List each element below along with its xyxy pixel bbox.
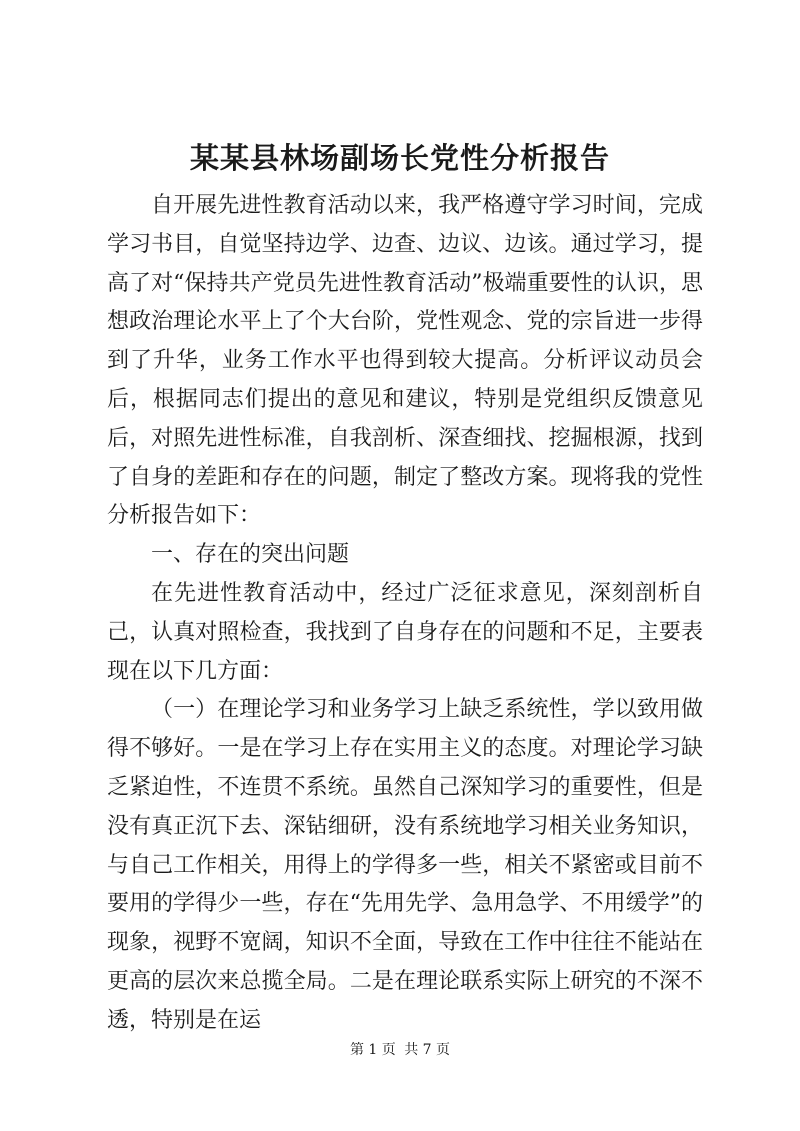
paragraph-intro: 自开展先进性教育活动以来，我严格遵守学习时间，完成学习书目，自觉坚持边学、边查、边议、边该。通过学习，提高了对“保持共产党员先进性教育活动”极端重要性的认识，思想政治理论水平上了个大台阶，党性观念、党的宗旨进一步得到了升华，业务工作水平也得到较大提高。分析评议动员会后，根据同志们提出的意见和建议，特别是党组织反馈意见后，对照先进性标准，自我剖析、深查细找、挖掘根源，找到了自身的差距和存在的问题，制定了整改方案。现将我的党性分析报告如下： [107,193,703,529]
paragraph-issue-one: （一）在理论学习和业务学习上缺乏系统性，学以致用做得不够好。一是在学习上存在实用主义的态度。对理论学习缺乏紧迫性，不连贯不系统。虽然自己深知学习的重要性，但是没有真正沉下去、深钻细研，没有系统地学习相关业务知识，与自己工作相关，用得上的学得多一些，相关不紧密或目前不要用的学得少一些，存在“先用先学、急用急学、不用缓学”的现象，视野不宽阔，知识不全面，导致在工作中往往不能站在更高的层次来总揽全局。二是在理论联系实际上研究的不深不透，特别是在运 [107,697,703,1033]
page-footer [0,1040,800,1060]
document-body [107,187,703,1041]
paragraph-overview: 在先进性教育活动中，经过广泛征求意见，深刻剖析自己，认真对照检查，我找到了自身存在的问题和不足，主要表现在以下几方面： [107,580,703,684]
document-title: 某某县林场副场长党性分析报告 [189,141,610,175]
page-total: 共 7 页 [404,1042,451,1058]
page-number: 第 1 页 [349,1042,396,1058]
section-heading: 一、存在的突出问题 [151,542,350,568]
